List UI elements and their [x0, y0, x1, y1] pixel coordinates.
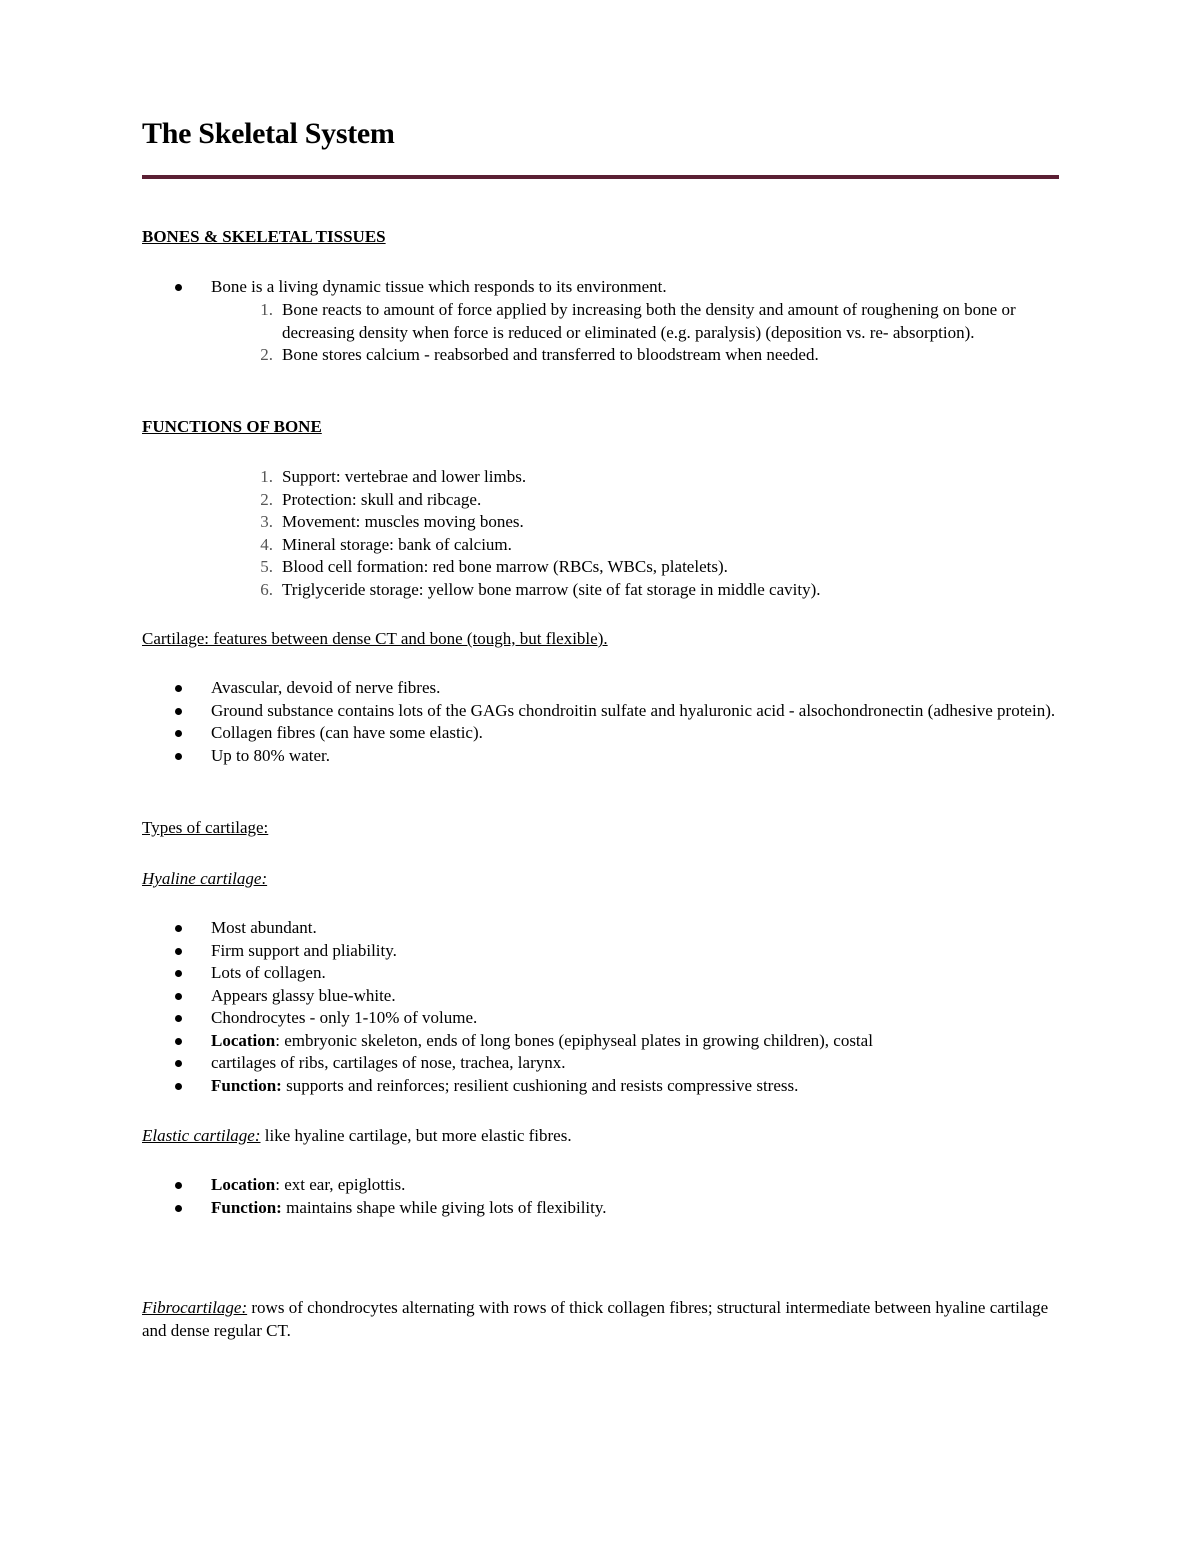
- fibro-paragraph: Fibrocartilage: rows of chondrocytes alternating with rows of thick collagen fibres; structural intermediate between hyaline cartilage and dense regular CT.: [142, 1298, 1049, 1340]
- list-item: 1. Support: vertebrae and lower limbs.: [212, 466, 1062, 489]
- list-item: Lots of collagen.: [142, 962, 1062, 985]
- hyaline-bullet-list: [142, 917, 1062, 1097]
- section-heading-bones: BONES & SKELETAL TISSUES: [142, 227, 386, 246]
- list-item: cartilages of ribs, cartilages of nose, trachea, larynx.: [142, 1052, 1062, 1075]
- elastic-heading: Elastic cartilage:: [142, 1126, 261, 1145]
- hyaline-heading: Hyaline cartilage:: [142, 869, 268, 888]
- function-label: Function:: [211, 1075, 282, 1095]
- bullet-icon: [175, 730, 182, 737]
- list-item: 4. Mineral storage: bank of calcium.: [212, 534, 1062, 557]
- list-item: Appears glassy blue-white.: [142, 985, 1062, 1008]
- list-item: 5. Blood cell formation: red bone marrow (RBCs, WBCs, platelets).: [212, 556, 1062, 579]
- functions-numbered-list: [212, 466, 1062, 601]
- document-title: The Skeletal System: [142, 117, 395, 150]
- list-number: 6.: [260, 579, 273, 599]
- cartilage-bullet-list: [142, 677, 1062, 767]
- bullet-icon: [175, 1038, 182, 1045]
- section-heading-functions: FUNCTIONS OF BONE: [142, 417, 322, 436]
- list-number: 1.: [260, 300, 273, 319]
- list-item: Firm support and pliability.: [142, 940, 1062, 963]
- fibro-heading: Fibrocartilage:: [142, 1298, 248, 1317]
- list-item: Function: supports and reinforces; resilient cushioning and resists compressive stress.: [142, 1075, 1062, 1098]
- list-item: 2. Bone stores calcium - reabsorbed and transferred to bloodstream when needed.: [212, 344, 1062, 367]
- bullet-icon: [175, 1083, 182, 1090]
- list-item: 1. Bone reacts to amount of force applied by increasing both the density and amount of roughening on bone or decreasing density when force is reduced or eliminated (e.g. paralysis) (deposition vs. re- absorption).: [212, 299, 1062, 344]
- list-item: Location: ext ear, epiglottis.: [142, 1174, 1062, 1197]
- bullet-icon: [175, 948, 182, 955]
- bullet-icon: [175, 1015, 182, 1022]
- bullet-icon: [175, 970, 182, 977]
- list-number: 4.: [260, 534, 273, 554]
- bullet-icon: [175, 1060, 182, 1067]
- bullet-icon: [175, 1205, 182, 1212]
- list-number: 3.: [260, 512, 273, 531]
- list-item: Up to 80% water.: [142, 745, 1062, 768]
- bullet-icon: [175, 1182, 182, 1189]
- function-label: Function:: [211, 1197, 282, 1217]
- list-item: 6. Triglyceride storage: yellow bone marrow (site of fat storage in middle cavity).: [212, 579, 1062, 602]
- elastic-bullet-list: [142, 1174, 1062, 1219]
- list-number: 5.: [260, 557, 273, 576]
- list-item: Chondrocytes - only 1-10% of volume.: [142, 1007, 1062, 1030]
- bones-bullet-list: [142, 276, 1062, 299]
- list-number: 2.: [260, 345, 273, 364]
- location-label: Location: [211, 1175, 276, 1194]
- cartilage-heading: Cartilage: features between dense CT and bone (tough, but flexible).: [142, 629, 608, 648]
- title-divider: [142, 175, 1059, 179]
- bullet-icon: [175, 993, 182, 1000]
- list-item: Avascular, devoid of nerve fibres.: [142, 677, 1062, 700]
- list-item: Bone is a living dynamic tissue which responds to its environment.: [142, 276, 1062, 299]
- bullet-icon: [175, 284, 182, 291]
- list-item: 3. Movement: muscles moving bones.: [212, 511, 1062, 534]
- bullet-icon: [175, 685, 182, 692]
- elastic-paragraph: Elastic cartilage: like hyaline cartilage, but more elastic fibres.: [142, 1126, 572, 1145]
- list-item: Most abundant.: [142, 917, 1062, 940]
- list-item: 2. Protection: skull and ribcage.: [212, 489, 1062, 512]
- list-item: Function: maintains shape while giving lots of flexibility.: [142, 1197, 1062, 1220]
- list-item: Ground substance contains lots of the GAGs chondroitin sulfate and hyaluronic acid - alsochondronectin (adhesive protein).: [142, 700, 1062, 723]
- types-heading: Types of cartilage:: [142, 818, 269, 837]
- list-number: 1.: [260, 467, 273, 486]
- bones-numbered-list: [212, 299, 1062, 367]
- bullet-icon: [175, 708, 182, 715]
- list-item: Location: embryonic skeleton, ends of long bones (epiphyseal plates in growing children), costal: [142, 1030, 1062, 1053]
- location-label: Location: [211, 1030, 276, 1050]
- list-item: Collagen fibres (can have some elastic).: [142, 722, 1062, 745]
- list-number: 2.: [260, 489, 273, 509]
- bullet-icon: [175, 753, 182, 760]
- bullet-icon: [175, 925, 182, 932]
